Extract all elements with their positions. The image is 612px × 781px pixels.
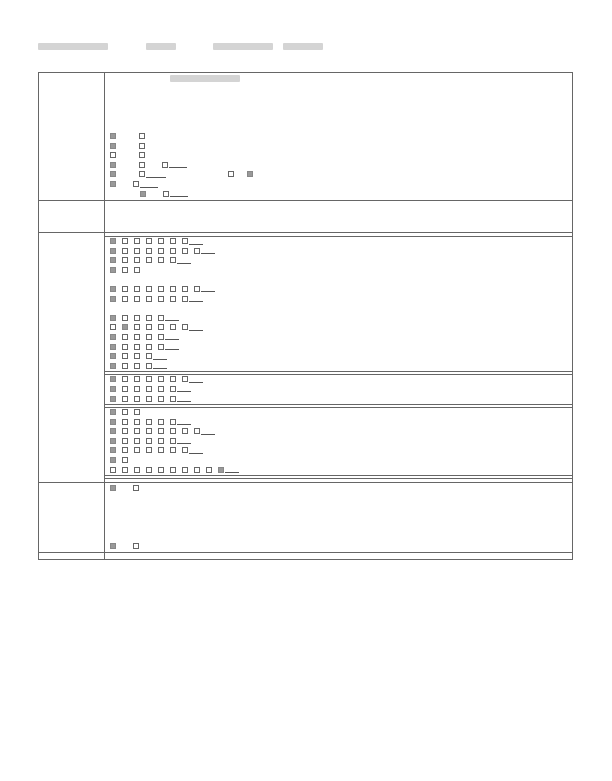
assessment-row — [108, 446, 569, 456]
specialty-section — [39, 552, 573, 559]
surgery-yes-checkbox[interactable] — [139, 162, 145, 168]
option-checkbox[interactable] — [110, 334, 116, 340]
option-checkbox[interactable] — [110, 386, 116, 392]
specialty-label — [39, 552, 105, 559]
option-checkbox[interactable] — [134, 409, 140, 415]
nursing-content — [105, 232, 573, 482]
option-checkbox[interactable] — [170, 238, 176, 244]
option-checkbox[interactable] — [122, 267, 128, 273]
assessment-row — [108, 284, 569, 294]
option-checkbox[interactable] — [134, 386, 140, 392]
risk-title — [39, 482, 105, 552]
drug-allergy-yes-checkbox[interactable] — [133, 181, 139, 187]
option-checkbox[interactable] — [182, 248, 188, 254]
option-checkbox[interactable] — [182, 296, 188, 302]
assessment-row — [108, 256, 569, 266]
option-checkbox[interactable] — [206, 467, 212, 473]
option-checkbox[interactable] — [122, 315, 128, 321]
option-checkbox[interactable] — [158, 386, 164, 392]
tongue-group — [108, 313, 569, 371]
option-checkbox[interactable] — [158, 419, 164, 425]
infection-none-checkbox[interactable] — [110, 171, 116, 177]
admission-reason — [108, 84, 569, 94]
other-blank[interactable] — [201, 434, 215, 435]
option-checkbox[interactable] — [146, 419, 152, 425]
option-checkbox[interactable] — [134, 248, 140, 254]
option-checkbox[interactable] — [170, 324, 176, 330]
option-checkbox[interactable] — [170, 386, 176, 392]
other-blank[interactable] — [177, 443, 191, 444]
infection-row — [108, 170, 569, 180]
assessment-row — [108, 436, 569, 446]
option-checkbox[interactable] — [110, 376, 116, 382]
option-checkbox[interactable] — [122, 363, 128, 369]
qie-group — [108, 479, 569, 481]
option-checkbox[interactable] — [134, 257, 140, 263]
allergy-food-row — [108, 189, 569, 199]
option-checkbox[interactable] — [158, 257, 164, 263]
other-blank[interactable] — [177, 424, 191, 425]
family-yes-checkbox[interactable] — [139, 152, 145, 158]
braden-score — [108, 503, 569, 513]
assessment-row — [108, 332, 569, 342]
assessment-row — [108, 265, 569, 275]
option-checkbox[interactable] — [122, 467, 128, 473]
option-checkbox[interactable] — [122, 344, 128, 350]
anxiety-none-checkbox[interactable] — [110, 485, 116, 491]
option-checkbox[interactable] — [146, 315, 152, 321]
header-row-2 — [38, 56, 126, 65]
option-checkbox[interactable] — [146, 248, 152, 254]
other-blank[interactable] — [189, 330, 203, 331]
other-blank[interactable] — [225, 472, 239, 473]
option-checkbox[interactable] — [122, 296, 128, 302]
option-checkbox[interactable] — [134, 396, 140, 402]
option-checkbox[interactable] — [134, 376, 140, 382]
other-blank[interactable] — [189, 453, 203, 454]
option-checkbox[interactable] — [122, 438, 128, 444]
option-checkbox[interactable] — [110, 363, 116, 369]
option-checkbox[interactable] — [122, 257, 128, 263]
drug-allergy-none-checkbox[interactable] — [110, 181, 116, 187]
smoking-none-checkbox[interactable] — [110, 133, 116, 139]
religion — [108, 122, 569, 132]
option-checkbox[interactable] — [146, 286, 152, 292]
option-checkbox[interactable] — [110, 419, 116, 425]
option-checkbox[interactable] — [158, 447, 164, 453]
assessment-row — [108, 237, 569, 247]
fall-score — [108, 513, 569, 523]
infection-yes-checkbox[interactable] — [139, 171, 145, 177]
option-checkbox[interactable] — [146, 396, 152, 402]
option-checkbox[interactable] — [146, 428, 152, 434]
assessment-row — [108, 394, 569, 404]
assessment-row — [108, 408, 569, 418]
ask-group — [108, 408, 569, 475]
option-checkbox[interactable] — [146, 344, 152, 350]
option-checkbox[interactable] — [158, 324, 164, 330]
option-checkbox[interactable] — [134, 296, 140, 302]
option-checkbox[interactable] — [110, 409, 116, 415]
option-checkbox[interactable] — [182, 447, 188, 453]
other-blank[interactable] — [189, 244, 203, 245]
general-section — [39, 73, 573, 201]
assessment-row — [108, 417, 569, 427]
bmi-range — [108, 221, 569, 231]
assessment-row — [108, 375, 569, 385]
option-checkbox[interactable] — [122, 419, 128, 425]
infection-mark-yes-checkbox[interactable] — [228, 171, 234, 177]
assessment-row — [108, 361, 569, 371]
risk-section — [39, 482, 573, 552]
physio-content — [105, 200, 573, 232]
other-blank[interactable] — [177, 391, 191, 392]
option-checkbox[interactable] — [146, 257, 152, 263]
option-checkbox[interactable] — [182, 376, 188, 382]
option-checkbox[interactable] — [110, 353, 116, 359]
other-blank[interactable] — [165, 349, 179, 350]
option-checkbox[interactable] — [110, 438, 116, 444]
option-checkbox[interactable] — [194, 248, 200, 254]
other-blank[interactable] — [165, 339, 179, 340]
option-checkbox[interactable] — [110, 286, 116, 292]
option-checkbox[interactable] — [122, 238, 128, 244]
skin-group — [108, 284, 569, 303]
option-checkbox[interactable] — [122, 324, 128, 330]
assessment-row — [108, 294, 569, 304]
option-checkbox[interactable] — [146, 363, 152, 369]
tube-none-checkbox[interactable] — [110, 543, 116, 549]
option-checkbox[interactable] — [134, 324, 140, 330]
option-checkbox[interactable] — [158, 296, 164, 302]
smoking-row — [108, 132, 569, 142]
option-checkbox[interactable] — [110, 315, 116, 321]
drinking-none-checkbox[interactable] — [110, 143, 116, 149]
adl-score — [108, 493, 569, 503]
option-checkbox[interactable] — [182, 467, 188, 473]
header-row-1 — [38, 42, 323, 51]
redacted-dept — [38, 43, 108, 50]
assessment-table — [38, 72, 573, 560]
surgery-none-checkbox[interactable] — [110, 162, 116, 168]
option-checkbox[interactable] — [146, 334, 152, 340]
option-checkbox[interactable] — [158, 467, 164, 473]
anxiety-yes-checkbox[interactable] — [133, 485, 139, 491]
physio-title — [39, 200, 105, 232]
option-checkbox[interactable] — [146, 386, 152, 392]
option-checkbox[interactable] — [158, 344, 164, 350]
option-checkbox[interactable] — [170, 419, 176, 425]
option-checkbox[interactable] — [170, 286, 176, 292]
option-checkbox[interactable] — [134, 238, 140, 244]
assessment-row — [108, 352, 569, 362]
option-checkbox[interactable] — [170, 376, 176, 382]
drinking-yes-checkbox[interactable] — [139, 143, 145, 149]
drinking-row — [108, 141, 569, 151]
wang1-group — [108, 237, 569, 275]
option-checkbox[interactable] — [158, 286, 164, 292]
redacted-admission-no — [283, 43, 323, 50]
body-measures — [108, 211, 569, 221]
option-checkbox[interactable] — [146, 467, 152, 473]
option-checkbox[interactable] — [146, 447, 152, 453]
smoking-yes-checkbox[interactable] — [139, 133, 145, 139]
option-checkbox[interactable] — [146, 324, 152, 330]
option-checkbox[interactable] — [158, 334, 164, 340]
vital-signs — [108, 202, 569, 212]
option-checkbox[interactable] — [134, 419, 140, 425]
option-checkbox[interactable] — [134, 353, 140, 359]
option-checkbox[interactable] — [110, 267, 116, 273]
other-blank[interactable] — [177, 263, 191, 264]
option-checkbox[interactable] — [134, 428, 140, 434]
option-checkbox[interactable] — [122, 409, 128, 415]
option-checkbox[interactable] — [182, 286, 188, 292]
option-checkbox[interactable] — [170, 447, 176, 453]
redacted-name — [146, 43, 176, 50]
infection-mark-no-checkbox[interactable] — [247, 171, 253, 177]
other-blank[interactable] — [153, 359, 167, 360]
assessment-row — [108, 246, 569, 256]
option-checkbox[interactable] — [134, 286, 140, 292]
option-checkbox[interactable] — [170, 257, 176, 263]
other-blank[interactable] — [177, 401, 191, 402]
listen-group — [108, 375, 569, 404]
option-checkbox[interactable] — [170, 296, 176, 302]
assessment-row — [108, 342, 569, 352]
physio-section — [39, 200, 573, 232]
option-checkbox[interactable] — [122, 334, 128, 340]
option-checkbox[interactable] — [134, 315, 140, 321]
other-blank[interactable] — [165, 320, 179, 321]
nursing-title — [39, 232, 105, 482]
option-checkbox[interactable] — [110, 457, 116, 463]
option-checkbox[interactable] — [110, 428, 116, 434]
option-checkbox[interactable] — [134, 344, 140, 350]
option-checkbox[interactable] — [194, 286, 200, 292]
assessment-row — [108, 313, 569, 323]
option-checkbox[interactable] — [134, 447, 140, 453]
specialty-content — [105, 552, 573, 559]
anxiety-row — [108, 484, 569, 494]
option-checkbox[interactable] — [158, 376, 164, 382]
option-checkbox[interactable] — [134, 363, 140, 369]
option-checkbox[interactable] — [134, 467, 140, 473]
nursing-section — [39, 232, 573, 482]
option-checkbox[interactable] — [158, 315, 164, 321]
surgery-other-checkbox[interactable] — [162, 162, 168, 168]
option-checkbox[interactable] — [170, 428, 176, 434]
general-content — [105, 73, 573, 201]
option-checkbox[interactable] — [146, 376, 152, 382]
option-checkbox[interactable] — [122, 376, 128, 382]
option-checkbox[interactable] — [110, 248, 116, 254]
option-checkbox[interactable] — [110, 238, 116, 244]
option-checkbox[interactable] — [122, 286, 128, 292]
allergy-drug-row — [108, 180, 569, 190]
assessment-row — [108, 456, 569, 466]
redacted-id — [213, 43, 273, 50]
option-checkbox[interactable] — [194, 467, 200, 473]
option-checkbox[interactable] — [194, 428, 200, 434]
assessment-row — [108, 323, 569, 333]
option-checkbox[interactable] — [134, 267, 140, 273]
option-checkbox[interactable] — [170, 438, 176, 444]
option-checkbox[interactable] — [122, 457, 128, 463]
other-blank[interactable] — [189, 382, 203, 383]
option-checkbox[interactable] — [122, 386, 128, 392]
option-checkbox[interactable] — [182, 428, 188, 434]
option-checkbox[interactable] — [110, 296, 116, 302]
option-checkbox[interactable] — [182, 238, 188, 244]
option-checkbox[interactable] — [158, 238, 164, 244]
option-checkbox[interactable] — [134, 438, 140, 444]
family-row — [108, 151, 569, 161]
redacted-native — [170, 75, 240, 82]
other-blank[interactable] — [201, 253, 215, 254]
option-checkbox[interactable] — [146, 438, 152, 444]
option-checkbox[interactable] — [170, 467, 176, 473]
option-checkbox[interactable] — [170, 396, 176, 402]
option-checkbox[interactable] — [146, 238, 152, 244]
option-checkbox[interactable] — [170, 248, 176, 254]
option-checkbox[interactable] — [158, 396, 164, 402]
tube-yes-checkbox[interactable] — [133, 543, 139, 549]
option-checkbox[interactable] — [146, 353, 152, 359]
other-blank[interactable] — [153, 368, 167, 369]
food-allergy-yes-checkbox[interactable] — [163, 191, 169, 197]
assessment-row — [108, 384, 569, 394]
option-checkbox[interactable] — [110, 324, 116, 330]
option-checkbox[interactable] — [146, 296, 152, 302]
option-checkbox[interactable] — [110, 344, 116, 350]
option-checkbox[interactable] — [122, 248, 128, 254]
surgery-row — [108, 160, 569, 170]
other-blank[interactable] — [201, 291, 215, 292]
option-checkbox[interactable] — [122, 447, 128, 453]
option-checkbox[interactable] — [122, 396, 128, 402]
option-checkbox[interactable] — [110, 396, 116, 402]
assessment-row — [108, 427, 569, 437]
option-checkbox[interactable] — [158, 438, 164, 444]
option-checkbox[interactable] — [110, 467, 116, 473]
option-checkbox[interactable] — [218, 467, 224, 473]
risk-content — [105, 482, 573, 552]
general-title — [39, 73, 105, 201]
option-checkbox[interactable] — [110, 257, 116, 263]
option-checkbox[interactable] — [182, 324, 188, 330]
option-checkbox[interactable] — [122, 428, 128, 434]
skin-header — [108, 275, 569, 285]
option-checkbox[interactable] — [134, 334, 140, 340]
assessment-row — [108, 465, 569, 475]
tube-row — [108, 541, 569, 551]
vte-score — [108, 532, 569, 542]
other-blank[interactable] — [189, 301, 203, 302]
pain-score — [108, 522, 569, 532]
option-checkbox[interactable] — [158, 248, 164, 254]
option-checkbox[interactable] — [110, 447, 116, 453]
option-checkbox[interactable] — [122, 353, 128, 359]
option-checkbox[interactable] — [158, 428, 164, 434]
food-allergy-none-checkbox[interactable] — [140, 191, 146, 197]
family-none-checkbox[interactable] — [110, 152, 116, 158]
tongue-header — [108, 304, 569, 314]
